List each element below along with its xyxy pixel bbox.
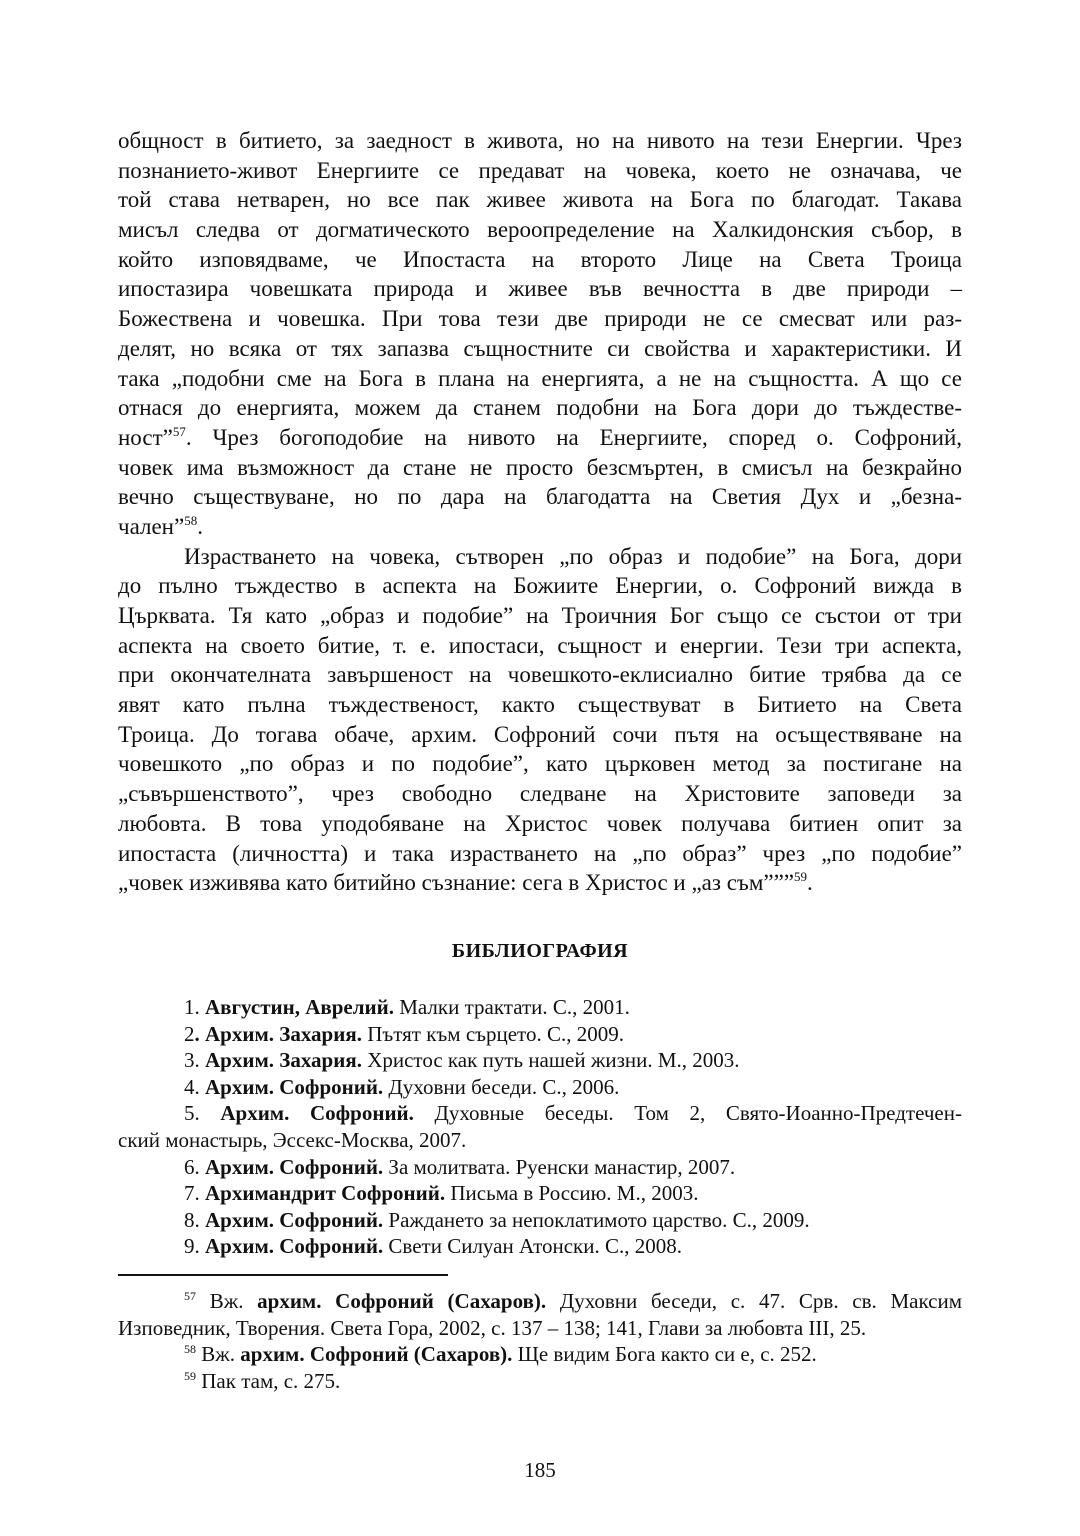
- text-run: чален”: [118, 513, 185, 539]
- text-run: вечно съществуване, но по дара на благодатта на Светия Дух и „безна-: [118, 484, 962, 510]
- footnote-divider: [118, 1274, 448, 1276]
- text-run: при окончателната завършеност на човешкото-еклисиално битие трябва да се: [118, 662, 962, 688]
- paragraph-line: [118, 839, 962, 869]
- text-run: човешкото „по образ и по подобие”, като църковен метод за постигане на: [118, 751, 962, 777]
- paragraph-line: [118, 512, 962, 542]
- text-run: познанието-живот Енергиите се предават на човека, което не означава, че: [118, 157, 962, 183]
- body-text: [118, 126, 962, 898]
- paragraph-line: [118, 631, 962, 661]
- author-name: архим. Софроний (Сахаров).: [257, 1289, 547, 1313]
- text-run: аспекта на своето битие, т. е. ипостаси, същност и енергии. Тези три аспекта,: [118, 632, 962, 658]
- author-name: . Архим. Захария.: [194, 1021, 362, 1046]
- text-run: „съвършенството”, чрез свободно следване на Христовите заповеди за: [118, 781, 962, 807]
- text-run: Изповедник, Творения. Света Гора, 2002, с. 137 – 138; 141, Глави за любовта III, 25.: [118, 1315, 867, 1340]
- footnote-ref: 59: [794, 869, 808, 885]
- footnote: [118, 1288, 962, 1315]
- text-run: .: [807, 870, 813, 896]
- text-run: ипостазира човешката природа и живее във вечността в две природи –: [118, 276, 962, 302]
- paragraph-line: [118, 542, 962, 572]
- paragraph-line: [118, 126, 962, 156]
- text-run: Малки трактати. С., 2001.: [393, 995, 630, 1019]
- bibliography-list: [118, 994, 962, 1260]
- text-run: той става нетварен, но все пак живее живота на Бога по благодат. Такава: [118, 187, 962, 213]
- paragraph-line: [118, 245, 962, 275]
- paragraph-line: [118, 364, 962, 394]
- bibliography-item: [118, 1074, 962, 1101]
- paragraph-line: [118, 453, 962, 483]
- paragraph-line: [118, 274, 962, 304]
- paragraph-line: [118, 482, 962, 512]
- text-run: Вж.: [196, 1289, 258, 1313]
- paragraph-line: [118, 601, 962, 631]
- author-name: архим. Софроний (Сахаров).: [240, 1342, 513, 1367]
- author-name: Архим. Софроний.: [205, 1074, 384, 1099]
- bibliography-item: [118, 1180, 962, 1207]
- paragraph-line: [118, 304, 962, 334]
- text-run: Пак там, с. 275.: [196, 1368, 341, 1393]
- text-run: любовта. В това уподобяване на Христос човек получава битиен опит за: [118, 810, 962, 836]
- text-run: 6.: [184, 1154, 205, 1179]
- text-run: Христос как путь нашей жизни. М., 2003.: [361, 1048, 740, 1073]
- footnotes: [118, 1288, 962, 1394]
- text-run: Израстването на човека, сътворен „по образ и подобие” на Бога, дори: [184, 543, 962, 569]
- text-run: Письма в Россию. М., 2003.: [445, 1181, 699, 1206]
- text-run: Ще видим Бога както си е, с. 252.: [512, 1342, 817, 1367]
- paragraph-line: [118, 185, 962, 215]
- bibliography-item: [118, 1154, 962, 1181]
- paragraph-line: [118, 809, 962, 839]
- author-name: Архим. Софроний.: [205, 1234, 384, 1259]
- footnote-ref: 59: [184, 1368, 196, 1383]
- page-number: 185: [524, 1458, 556, 1482]
- text-run: делят, но всяка от тях запазва същностните си свойства и характеристики. И: [118, 335, 962, 361]
- bibliography-item: [118, 1021, 962, 1048]
- author-name: Архим. Софроний.: [220, 1101, 414, 1126]
- author-name: Августин, Аврелий.: [205, 995, 394, 1019]
- paragraph-line: [118, 660, 962, 690]
- bibliography-item: [118, 1047, 962, 1074]
- text-run: който изповядваме, че Ипостаста на второто Лице на Света Троица: [118, 246, 962, 272]
- paragraph-line: [118, 334, 962, 364]
- text-run: 1.: [184, 995, 205, 1019]
- paragraph-line: [118, 393, 962, 423]
- text-run: 9.: [184, 1234, 205, 1259]
- text-run: 3.: [184, 1048, 205, 1073]
- author-name: Архим. Софроний.: [205, 1154, 384, 1179]
- bibliography-heading: БИБЛИОГРАФИЯ: [451, 940, 629, 962]
- text-run: ипостаста (личността) и така израстването на „по образ” чрез „по подобие”: [118, 840, 962, 866]
- text-run: Раждането за непоклатимото царство. С., 2009.: [383, 1207, 810, 1232]
- text-run: . Чрез богоподобие на нивото на Енергиите, според о. Софроний,: [185, 424, 962, 450]
- author-name: Архимандрит Софроний.: [205, 1181, 446, 1206]
- text-run: 8.: [184, 1207, 205, 1232]
- paragraph-line: [118, 423, 962, 453]
- text-run: 4.: [184, 1074, 205, 1099]
- text-run: „човек изживява като битийно съзнание: сега в Христос и „аз съм”””: [118, 870, 795, 896]
- footnote-ref: 57: [172, 423, 186, 439]
- footnote-ref: 58: [184, 1342, 196, 1357]
- text-run: 5.: [184, 1101, 221, 1126]
- author-name: Архим. Захария.: [205, 1048, 362, 1073]
- paragraph-line: [118, 779, 962, 809]
- footnote: [118, 1341, 962, 1368]
- text-run: Духовни беседи, с. 47. Срв. св. Максим: [546, 1289, 962, 1313]
- author-name: Архим. Софроний.: [205, 1207, 384, 1232]
- text-run: .: [197, 513, 203, 539]
- footnote: [118, 1368, 962, 1395]
- text-run: 2: [184, 1021, 195, 1046]
- text-run: общност в битието, за заедност в живота, но на нивото на тези Енергии. Чрез: [118, 128, 962, 153]
- footnote: [118, 1315, 962, 1342]
- text-run: Свети Силуан Атонски. С., 2008.: [383, 1234, 682, 1259]
- paragraph-line: [118, 720, 962, 750]
- bibliography-item: [118, 1100, 962, 1127]
- footnote-ref: 57: [184, 1289, 196, 1303]
- text-run: отнася до енергията, можем да станем подобни на Бога дори до тъждестве-: [118, 395, 962, 421]
- paragraph-line: [118, 156, 962, 186]
- text-run: Църквата. Тя като „образ и подобие” на Троичния Бог също се състои от три: [118, 603, 962, 628]
- text-run: Пътят към сърцето. С., 2009.: [361, 1021, 624, 1046]
- text-run: мисъл следва от догматическото вероопределение на Халкидонския събор, в: [118, 217, 962, 243]
- text-run: Троица. До тогава обаче, архим. Софроний сочи пътя на осъществяване на: [118, 721, 962, 747]
- footnote-ref: 58: [184, 512, 198, 528]
- text-run: до пълно тъждество в аспекта на Божиите Енергии, о. Софроний вижда в: [118, 573, 962, 599]
- bibliography-item: [118, 994, 962, 1021]
- text-run: За молитвата. Руенски манастир, 2007.: [383, 1154, 736, 1179]
- bibliography-item: [118, 1127, 962, 1154]
- bibliography-item: [118, 1207, 962, 1234]
- text-run: явят като пълна тъждественост, както съществуват в Битието на Света: [118, 692, 962, 718]
- text-run: Духовные беседы. Том 2, Свято-Иоанно-Предтечен-: [413, 1101, 962, 1126]
- bibliography-item: [118, 1233, 962, 1260]
- paragraph-line: [118, 749, 962, 779]
- text-run: човек има възможност да стане не просто безсмъртен, в смисъл на безкрайно: [118, 454, 962, 480]
- paragraph-line: [118, 690, 962, 720]
- text-run: ност”: [118, 424, 173, 450]
- text-run: така „подобни сме на Бога в плана на енергията, а не на същността. А що се: [118, 365, 962, 391]
- paragraph-line: [118, 215, 962, 245]
- text-run: Божествена и човешка. При това тези две природи не се смесват или раз-: [118, 306, 962, 332]
- text-run: ский монастырь, Эссекс-Москва, 2007.: [118, 1127, 467, 1152]
- paragraph-line: [118, 868, 962, 898]
- text-run: Вж.: [196, 1342, 241, 1367]
- paragraph-line: [118, 571, 962, 601]
- text-run: Духовни беседи. С., 2006.: [383, 1074, 620, 1099]
- text-run: 7.: [184, 1181, 205, 1206]
